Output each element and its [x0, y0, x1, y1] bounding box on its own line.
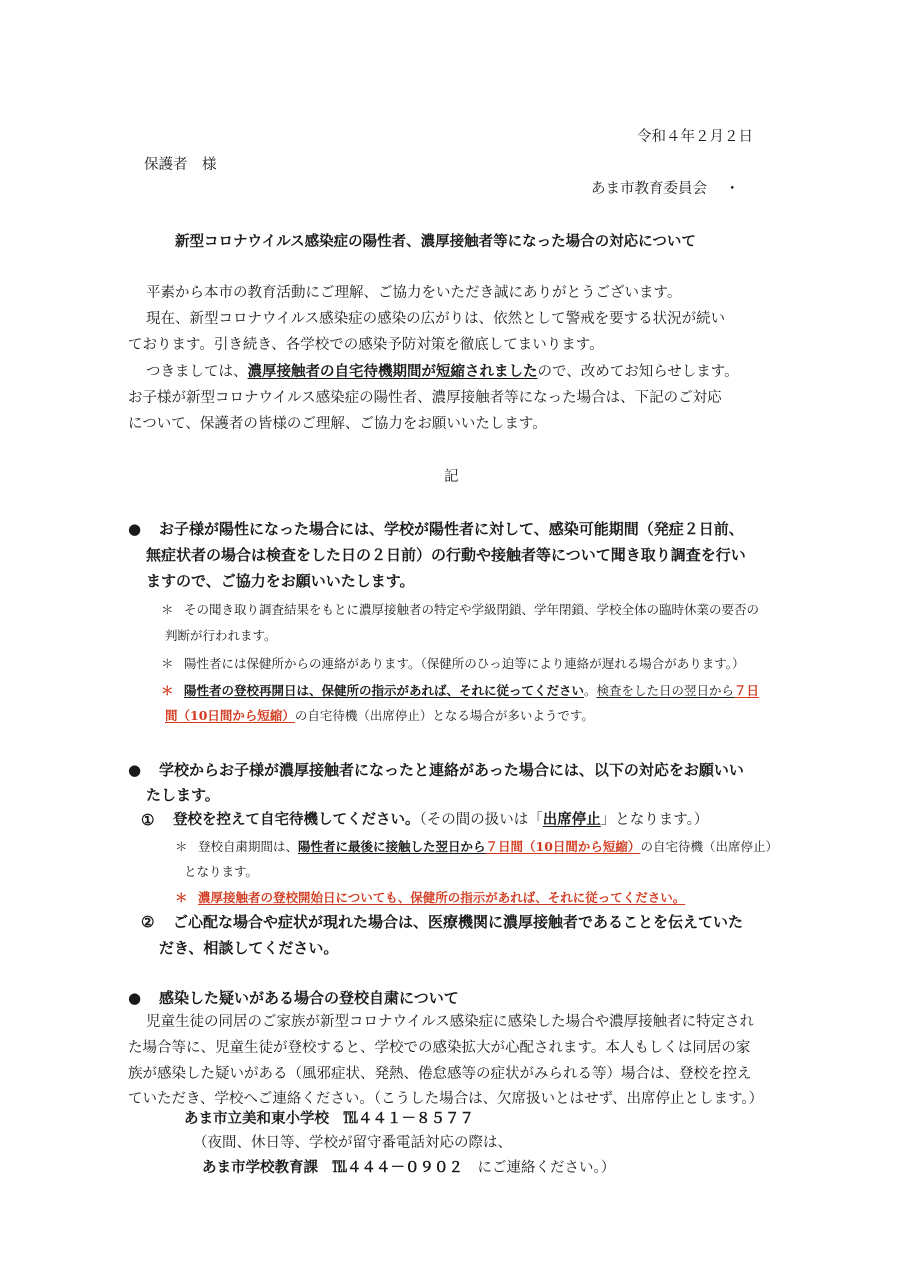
s2-note1-line-1: [198, 840, 778, 854]
addressee: 保護者 様: [144, 157, 217, 173]
contact-note: （夜間、休日等、学校が留守番電話対応の際は、: [193, 1135, 512, 1151]
s1-note2: 陽性者には保健所からの連絡があります。（保健所のひっ迫等により連絡が遅れる場合があります。）: [184, 656, 745, 671]
s2-note1-emph: 陽性者に最後に接触した翌日から: [298, 839, 486, 854]
circled-1-icon: ①: [141, 811, 155, 829]
s2-note2: 濃厚接触者の登校開始日についても、保健所の指示があれば、それに従ってください。: [198, 890, 686, 905]
s1-note3-red2: 間（10日間から短縮）: [165, 708, 295, 723]
s2-item1: [173, 812, 708, 828]
s3-line-3: 族が感染した疑いがある（風邪症状、発熱、倦怠感等の症状がみられる等）場合は、登校を控え: [128, 1066, 752, 1082]
s2-item1-bold: 登校を控えて自宅待機してください。: [173, 811, 420, 828]
s2-note1-b: の自宅待機（出席停止）: [640, 839, 778, 854]
s2-item1-a: （その間の扱いは「: [419, 812, 543, 828]
bullet-icon: ●: [128, 761, 142, 779]
s1-note3-mid: 。: [584, 683, 597, 698]
bullet-icon: ●: [128, 520, 142, 538]
bullet-icon: ●: [128, 989, 142, 1007]
document-title: 新型コロナウイルス感染症の陽性者、濃厚接触者等になった場合の対応について: [175, 233, 696, 250]
sender-name: あま市教育委員会: [591, 181, 707, 197]
s3-heading: 感染した疑いがある場合の登校自粛について: [159, 989, 459, 1007]
intro-line-4b: ので、改めてお知らせします。: [537, 364, 739, 380]
intro-line-4a: つきましては、: [146, 364, 248, 380]
s1-note3-ul: 検査をした日の翌日から: [596, 683, 735, 698]
s1-note3-emph: 陽性者の登校再開日は、保健所の指示があれば、それに従ってください: [184, 683, 585, 698]
intro-line-6: について、保護者の皆様のご理解、ご協力をお願いいたします。: [128, 416, 547, 432]
s2-note1-line-2: となります。: [184, 864, 259, 879]
circled-2-icon: ②: [141, 913, 155, 931]
s1-line-2: 無症状者の場合は検査をした日の２日前）の行動や接触者等について聞き取り調査を行い: [146, 546, 746, 564]
s1-note3-red: ７日: [734, 683, 760, 698]
school-contact: あま市立美和東小学校 ℡４４１－８５７７: [184, 1110, 474, 1127]
intro-line-4: [146, 364, 739, 380]
board-contact-bold: あま市学校教育課 ℡４４４－０９０２: [202, 1159, 463, 1176]
s2-item2-line-1: ご心配な場合や症状が現れた場合は、医療機関に濃厚接触者であることを伝えていた: [173, 913, 744, 931]
s1-note3-line-2: [165, 709, 594, 723]
intro-line-5: お子様が新型コロナウイルス感染症の陽性者、濃厚接触者等になった場合は、下記のご対応: [128, 390, 722, 406]
s3-line-1: 児童生徒の同居のご家族が新型コロナウイルス感染症に感染した場合や濃厚接触者に特定され: [146, 1014, 755, 1030]
sender-dot: ・: [725, 181, 740, 197]
s1-note1-line-2: 判断が行われます。: [165, 628, 277, 643]
ki-heading: 記: [444, 469, 459, 485]
s1-note3-end: の自宅待機（出席停止）となる場合が多いようです。: [294, 708, 594, 723]
s1-note1-line-1: その聞き取り調査結果をもとに濃厚接触者の特定や学級閉鎖、学年閉鎖、学校全体の臨時休業の要否の: [184, 602, 760, 617]
asterisk-icon-red: ＊: [161, 683, 174, 698]
s1-line-1: お子様が陽性になった場合には、学校が陽性者に対して、感染可能期間（発症２日前、: [159, 520, 744, 538]
intro-line-3: ております。引き続き、各学校での感染予防対策を徹底してまいります。: [128, 337, 604, 353]
s1-note3-line-1: [184, 684, 759, 698]
intro-line-1: 平素から本市の教育活動にご理解、ご協力をいただき誠にありがとうございます。: [146, 285, 682, 301]
asterisk-icon-red: ＊: [175, 890, 188, 905]
s2-note1-red: ７日間（10日間から短縮）: [485, 839, 641, 854]
asterisk-icon: ＊: [175, 839, 188, 854]
s2-line-2: たします。: [146, 786, 220, 804]
sender: [591, 181, 740, 197]
asterisk-icon: ＊: [161, 656, 174, 671]
asterisk-icon: ＊: [161, 602, 174, 617]
s2-item1-emph: 出席停止: [542, 811, 601, 828]
s2-item1-b: 」となります。）: [600, 812, 709, 828]
s2-item2-line-2: だき、相談してください。: [159, 939, 339, 957]
s2-note1-a: 登校自粛期間は、: [198, 839, 299, 854]
board-contact-tail: にご連絡ください。）: [463, 1160, 616, 1176]
s3-line-2: た場合等に、児童生徒が登校すると、学校での感染拡大が心配されます。本人もしくは同居の家: [128, 1040, 751, 1056]
s3-line-4: ていただき、学校へご連絡ください。（こうした場合は、欠席扱いとはせず、出席停止とします。）: [128, 1091, 764, 1107]
intro-emphasis: 濃厚接触者の自宅待機期間が短縮されました: [247, 363, 538, 380]
issue-date: 令和４年２月２日: [637, 129, 753, 145]
intro-line-2: 現在、新型コロナウイルス感染症の感染の広がりは、依然として警戒を要する状況が続い: [146, 311, 726, 327]
s2-line-1: 学校からお子様が濃厚接触者になったと連絡があった場合には、以下の対応をお願いい: [159, 761, 744, 779]
s1-line-3: ますので、ご協力をお願いいたします。: [146, 572, 415, 590]
board-contact: [202, 1160, 615, 1176]
